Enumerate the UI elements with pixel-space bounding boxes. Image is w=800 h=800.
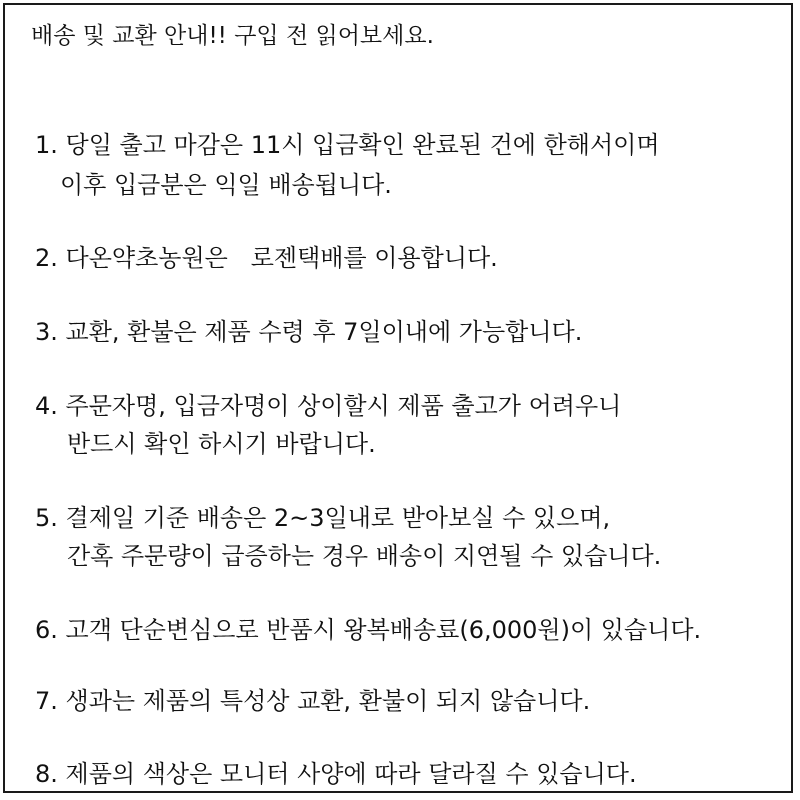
notice-item-6: 6. 고객 단순변심으로 반품시 왕복배송료(6,000원)이 있습니다.	[35, 616, 702, 644]
notice-item-4-line-1: 4. 주문자명, 입금자명이 상이할시 제품 출고가 어려우니	[35, 392, 622, 420]
notice-item-5-line-2: 간혹 주문량이 급증하는 경우 배송이 지연될 수 있습니다.	[67, 542, 662, 570]
notice-item-1-line-2: 이후 입금분은 익일 배송됩니다.	[60, 171, 392, 199]
notice-item-5-line-1: 5. 결제일 기준 배송은 2~3일내로 받아보실 수 있으며,	[35, 504, 611, 532]
notice-item-8: 8. 제품의 색상은 모니터 사양에 따라 달라질 수 있습니다.	[35, 760, 637, 788]
notice-item-1-line-1: 1. 당일 출고 마감은 11시 입금확인 완료된 건에 한해서이며	[35, 131, 660, 159]
notice-item-4-line-2: 반드시 확인 하시기 바랍니다.	[67, 430, 376, 458]
notice-item-7: 7. 생과는 제품의 특성상 교환, 환불이 되지 않습니다.	[35, 687, 591, 715]
notice-item-2: 2. 다온약초농원은 로젠택배를 이용합니다.	[35, 244, 498, 272]
notice-box	[3, 3, 793, 793]
notice-title: 배송 및 교환 안내!! 구입 전 읽어보세요.	[31, 23, 434, 49]
notice-item-3: 3. 교환, 환불은 제품 수령 후 7일이내에 가능합니다.	[35, 318, 583, 346]
